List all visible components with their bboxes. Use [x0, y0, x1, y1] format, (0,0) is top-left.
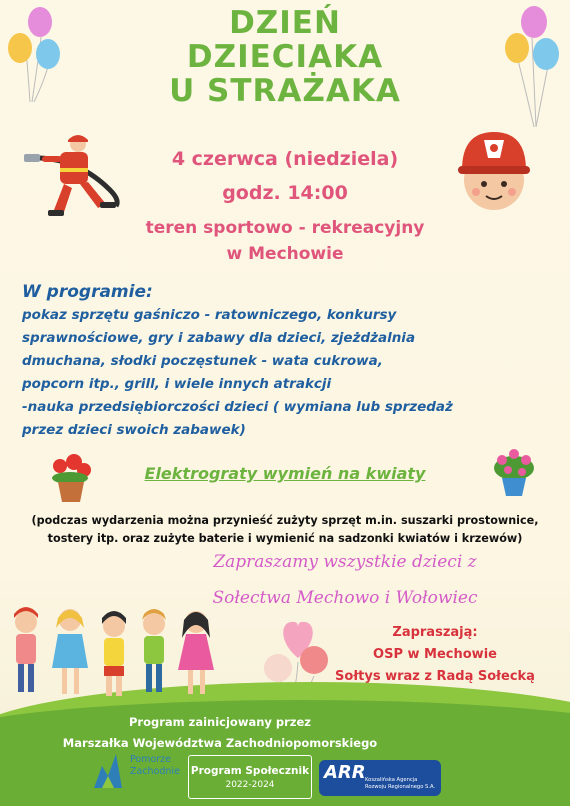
event-date: 4 czerwca (niedziela) [171, 148, 399, 170]
event-title [0, 6, 570, 108]
elektrograty-slogan: Elektrograty wymień na kwiaty [144, 464, 426, 483]
organizers [320, 622, 550, 688]
program-line: popcorn itp., grill, i wiele innych atrakcji [22, 376, 332, 392]
arr-short-name: ARR [324, 762, 366, 783]
firefighter-icon [20, 130, 130, 226]
title-line: DZIEŃ [229, 5, 341, 41]
event-place: teren sportowo - rekreacyjny [145, 218, 425, 238]
arr-logo [319, 760, 441, 796]
program-line: pokaz sprzętu gaśniczo - ratowniczego, konkursy [22, 307, 397, 323]
logo-text-line: Zachodnie [130, 766, 180, 777]
pomorze-logo-icon [88, 748, 128, 792]
arr-full-name [365, 777, 435, 791]
footer-line: Marszałka Województwa Zachodniopomorskiego [62, 736, 378, 750]
program-spolecznik-logo [188, 755, 312, 799]
children-icon [4, 598, 224, 706]
exchange-note [0, 512, 570, 548]
program-years: 2022-2024 [225, 780, 275, 790]
invite-line: Zapraszamy wszystkie dzieci z [213, 552, 477, 572]
program-footer [0, 712, 440, 754]
program-heading: W programie: [22, 282, 153, 302]
pomorze-zachodnie-logo [88, 748, 178, 796]
pomorze-logo-text [130, 754, 180, 778]
event-place: w Mechowie [226, 244, 344, 264]
program-line: dmuchana, słodki poczęstunek - wata cukrowa, [22, 353, 383, 369]
footer-line: Program zainicjowany przez [129, 715, 311, 729]
program-section [22, 280, 492, 442]
note-line: (podczas wydarzenia można przynieść zużyty sprzęt m.in. suszarki prostownice, [31, 514, 539, 527]
event-time: godz. 14:00 [222, 182, 348, 204]
arr-name-line: Rozwoju Regionalnego S.A. [365, 784, 436, 790]
title-line: DZIECIAKA [186, 39, 384, 75]
note-line: tostery itp. oraz zużyte baterie i wymienić na sadzonki kwiatów i krzewów) [47, 532, 523, 545]
logo-text-line: Pomorze [130, 754, 172, 765]
organizer-line: OSP w Mechowie [373, 647, 497, 662]
program-line: -nauka przedsiębiorczości dzieci ( wymiana lub sprzedaż [22, 399, 453, 415]
program-line: przez dzieci swoich zabawek) [22, 422, 246, 438]
arr-name-line: Koszalińska Agencja [365, 777, 418, 783]
invite-line: Sołectwa Mechowo i Wołowiec [212, 588, 478, 608]
title-line: U STRAŻAKA [169, 73, 401, 109]
program-name: Program Społecznik [190, 765, 310, 777]
program-line: sprawnościowe, gry i zabawy dla dzieci, zjeżdżalnia [22, 330, 416, 346]
organizers-heading: Zapraszają: [392, 625, 478, 640]
organizer-line: Sołtys wraz z Radą Sołecką [335, 669, 535, 684]
